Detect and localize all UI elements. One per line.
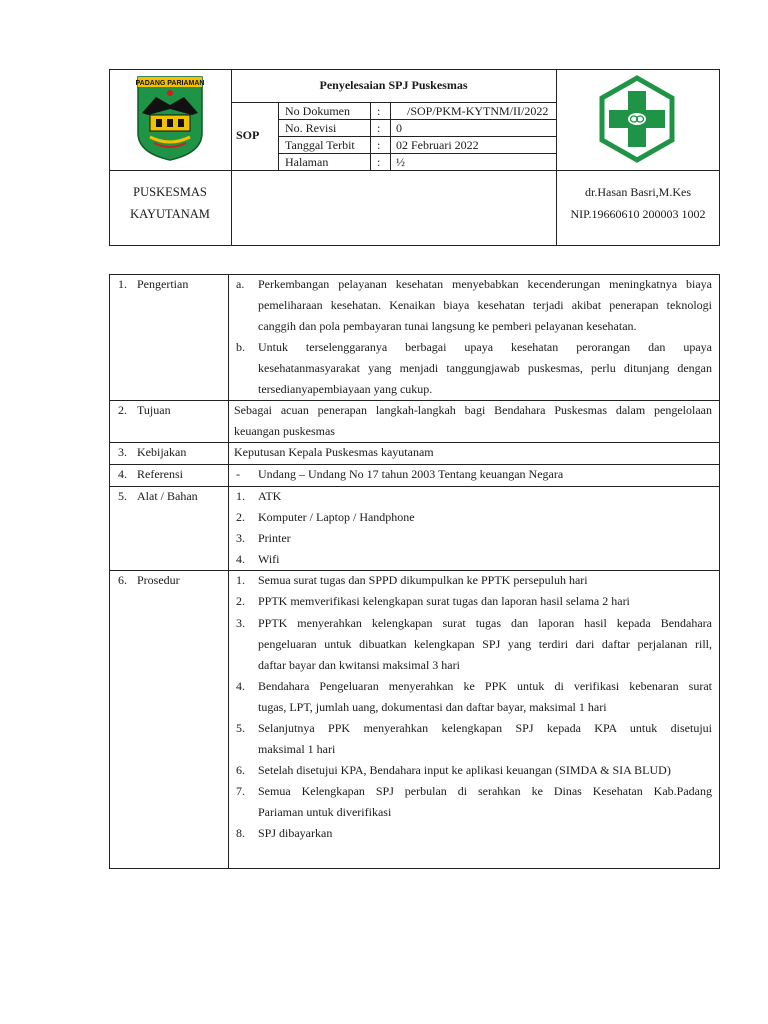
section-title-referensi: Referensi — [137, 467, 183, 481]
meta-label-no-revisi: No. Revisi — [285, 121, 337, 135]
section-title-alat-bahan: Alat / Bahan — [137, 489, 198, 503]
list-marker: - — [236, 467, 240, 481]
list-marker: 6. — [236, 763, 245, 777]
signer-nip: NIP.19660610 200003 1002 — [570, 207, 706, 221]
list-marker: 8. — [236, 826, 245, 840]
meta-sep: : — [377, 121, 381, 135]
meta-label-tanggal-terbit: Tanggal Terbit — [285, 138, 355, 152]
section-title-tujuan: Tujuan — [137, 403, 171, 417]
list-marker: 2. — [236, 510, 245, 524]
section-title-pengertian: Pengertian — [137, 277, 189, 291]
meta-label-no-dokumen: No Dokumen — [285, 104, 350, 118]
org-name-line1: PUSKESMAS — [133, 185, 207, 199]
list-marker: 4. — [236, 552, 245, 566]
pengertian-a-line: Perkembangan pelayanan kesehatan menyebabkan kecenderungan meningkatnya biaya — [258, 277, 712, 291]
section-title-kebijakan: Kebijakan — [137, 445, 187, 459]
padang-pariaman-emblem — [136, 75, 204, 161]
prosedur-line: Bendahara Pengeluaran menyerahkan ke PPK untuk di verifikasi kebenaran surat — [258, 679, 712, 693]
meta-sep: : — [377, 138, 381, 152]
puskesmas-logo — [598, 75, 676, 163]
org-name-line2: KAYUTANAM — [130, 207, 210, 221]
meta-value-halaman: ½ — [396, 155, 405, 169]
sop-title: Penyelesaian SPJ Puskesmas — [319, 78, 468, 92]
meta-value-no-dokumen: /SOP/PKM-KYTNM/II/2022 — [407, 104, 549, 118]
prosedur-line: PPTK menyerahkan kelengkapan surat tugas dan laporan hasil kepada Bendahara — [258, 616, 712, 630]
section-num: 5. — [118, 489, 127, 503]
section-num: 6. — [118, 573, 127, 587]
prosedur-line: tugas, LPT, jumlah uang, dokumentasi dan daftar bayar, maksimal 1 hari — [258, 700, 607, 714]
pengertian-a-line: pemeliharaan kesehatan. Kenaikan biaya kesehatan terjadi akibat penerapan teknologi — [258, 298, 712, 312]
alat-item: ATK — [258, 489, 282, 503]
prosedur-line: PPTK memverifikasi kelengkapan surat tugas dan laporan hasil selama 2 hari — [258, 594, 630, 608]
section-title-prosedur: Prosedur — [137, 573, 180, 587]
list-marker: 3. — [236, 531, 245, 545]
list-marker: 4. — [236, 679, 245, 693]
alat-item: Printer — [258, 531, 291, 545]
referensi-text: Undang – Undang No 17 tahun 2003 Tentang keuangan Negara — [258, 467, 564, 481]
prosedur-line: pengeluaran untuk dibuatkan kelengkapan SPJ yang terdiri dari daftar perjalanan rill, — [258, 637, 712, 651]
svg-text:PADANG PARIAMAN: PADANG PARIAMAN — [136, 80, 204, 87]
pengertian-b-line: tersedianyapembiayaan yang cukup. — [258, 382, 433, 396]
meta-label-halaman: Halaman — [285, 155, 329, 169]
meta-value-no-revisi: 0 — [396, 121, 402, 135]
section-num: 4. — [118, 467, 127, 481]
meta-sep: : — [377, 155, 381, 169]
alat-item: Wifi — [258, 552, 280, 566]
list-marker: a. — [236, 277, 245, 291]
section-num: 1. — [118, 277, 127, 291]
list-marker: b. — [236, 340, 245, 354]
pengertian-b-line: Untuk terselenggaranya berbagai upaya kesehatan perorangan dan upaya — [258, 340, 712, 354]
meta-value-tanggal-terbit: 02 Februari 2022 — [396, 138, 479, 152]
prosedur-line: Pariaman untuk diverifikasi — [258, 805, 392, 819]
section-num: 3. — [118, 445, 127, 459]
prosedur-line: Semua Kelengkapan SPJ perbulan di serahkan ke Dinas Kesehatan Kab.Padang — [258, 784, 712, 798]
list-marker: 3. — [236, 616, 245, 630]
prosedur-line: Setelah disetujui KPA, Bendahara input ke aplikasi keuangan (SIMDA & SIA BLUD) — [258, 763, 671, 777]
tujuan-line: keuangan puskesmas — [234, 424, 335, 438]
list-marker: 7. — [236, 784, 245, 798]
list-marker: 2. — [236, 594, 245, 608]
pengertian-b-line: kesehatanmasyarakat yang menjadi tanggungjawab puskesmas, perlu ditunjang dengan — [258, 361, 712, 375]
list-marker: 1. — [236, 489, 245, 503]
tujuan-line: Sebagai acuan penerapan langkah-langkah bagi Bendahara Puskesmas dalam pengelolaan — [234, 403, 712, 417]
prosedur-line: daftar bayar dan kwitansi maksimal 3 hari — [258, 658, 460, 672]
signer-name: dr.Hasan Basri,M.Kes — [585, 185, 691, 199]
prosedur-line: Semua surat tugas dan SPPD dikumpulkan ke PPTK persepuluh hari — [258, 573, 588, 587]
prosedur-line: maksimal 1 hari — [258, 742, 336, 756]
meta-sep: : — [377, 104, 381, 118]
sop-label: SOP — [236, 128, 260, 142]
list-marker: 1. — [236, 573, 245, 587]
pengertian-a-line: canggih dan pola pembayaran tunai langsung ke pemberi pelayanan kesehatan. — [258, 319, 637, 333]
list-marker: 5. — [236, 721, 245, 735]
kebijakan-text: Keputusan Kepala Puskesmas kayutanam — [234, 445, 434, 459]
prosedur-line: Selanjutnya PPK menyerahkan kelengkapan SPJ kepada KPA untuk disetujui — [258, 721, 712, 735]
section-num: 2. — [118, 403, 127, 417]
alat-item: Komputer / Laptop / Handphone — [258, 510, 415, 524]
prosedur-line: SPJ dibayarkan — [258, 826, 333, 840]
